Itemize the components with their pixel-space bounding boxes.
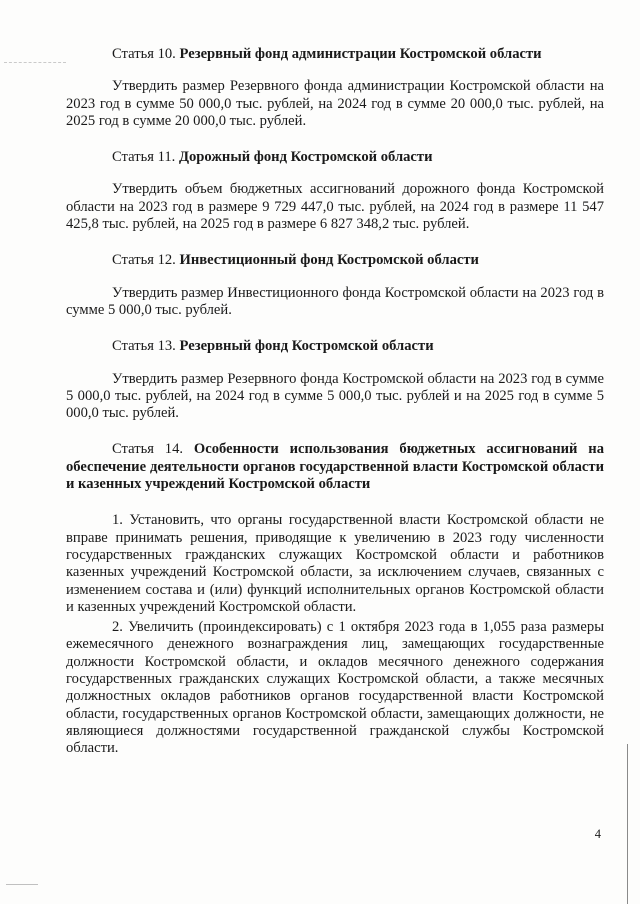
article-10-text: Утвердить размер Резервного фонда администрации Костромской области на 2023 год в сумме 50 000,0 тыс. рублей, на 2024 год в сумме 20 000,0 тыс. рублей, на 2025 год в сумме 20 000,0 тыс. рублей. [66, 78, 604, 129]
document-body [66, 46, 604, 758]
scan-artifact-bottom [6, 884, 38, 885]
article-12-text: Утвердить размер Инвестиционного фонда Костромской области на 2023 год в сумме 5 000,0 тыс. рублей. [66, 284, 604, 318]
article-14-point-1: 1. Установить, что органы государственной власти Костромской области не вправе принимать решения, приводящие к увеличению в 2023 году численности государственных гражданских служащих Костромской области и работников казенных учреждений Костромской области, за исключением случаев, связанных с изменением состава и (или) функций исполнительных органов Костромской области и казенных учреждений Костромской области. [66, 512, 604, 615]
article-10-heading [66, 46, 604, 63]
article-14-title: Особенности использования бюджетных ассигнований на обеспечение деятельности органов государственной власти Костромской области и казенных учреждений Костромской области [66, 441, 604, 493]
article-13-heading [66, 338, 604, 355]
page-number: 4 [594, 827, 601, 841]
article-12-heading [66, 252, 604, 269]
article-14-point-2: 2. Увеличить (проиндексировать) с 1 октября 2023 года в 1,055 раза размеры ежемесячного денежного вознаграждения лиц, замещающих государственные должности Костромской области, и окладов месячного денежного содержания государственных гражданских служащих Костромской области, а также месячных должностных окладов работников органов государственной власти Костромской области, государственных органов Костромской области, замещающих должности, не являющиеся должностями государственной гражданской службы Костромской области. [66, 619, 604, 757]
article-14-heading [66, 441, 604, 493]
scan-artifact-top [4, 62, 66, 65]
article-11-text: Утвердить объем бюджетных ассигнований дорожного фонда Костромской области на 2023 год в размере 9 729 447,0 тыс. рублей, на 2024 год в размере 11 547 425,8 тыс. рублей, на 2025 год в размере 6 827 348,2 тыс. рублей. [66, 181, 604, 233]
article-11-label: Статья 11. [112, 149, 176, 166]
article-12-title: Инвестиционный фонд Костромской области [179, 252, 479, 269]
article-11-heading [66, 149, 604, 166]
article-13-label: Статья 13. [112, 338, 176, 355]
article-14-label: Статья 14. [112, 441, 184, 458]
article-13-title: Резервный фонд Костромской области [179, 338, 434, 355]
article-12-label: Статья 12. [112, 252, 176, 269]
scan-edge-line [627, 744, 628, 904]
article-11-title: Дорожный фонд Костромской области [178, 149, 433, 166]
article-13-text: Утвердить размер Резервного фонда Костромской области на 2023 год в сумме 5 000,0 тыс. рублей, на 2024 год в сумме 5 000,0 тыс. рублей и на 2025 год в сумме 5 000,0 тыс. рублей. [66, 370, 604, 422]
article-10-title: Резервный фонд администрации Костромской области [179, 46, 542, 62]
article-10-label: Статья 10. [112, 46, 176, 62]
